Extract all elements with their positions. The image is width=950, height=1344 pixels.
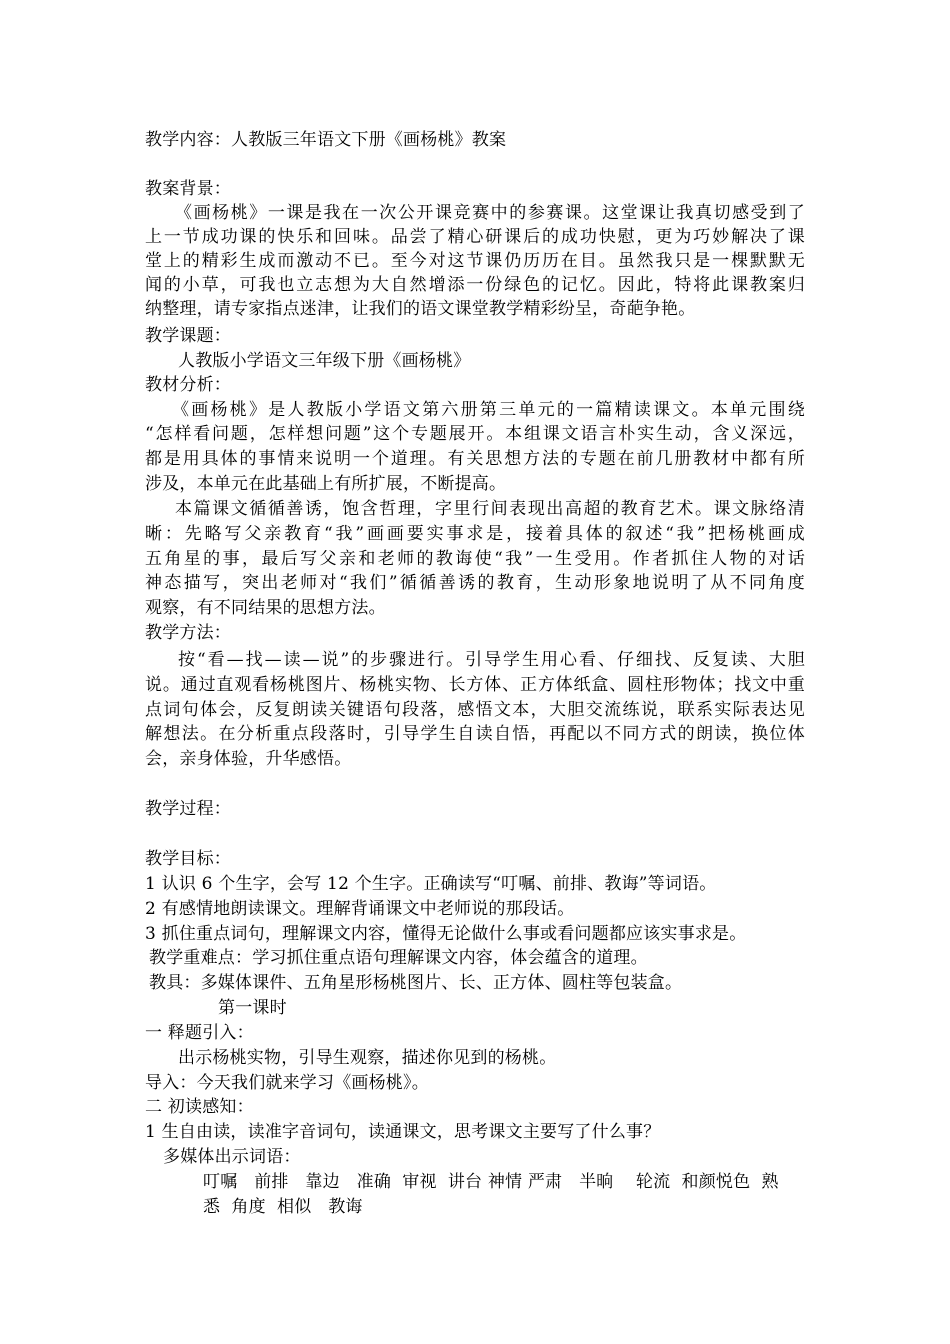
section-1-intro: 导入：今天我们就来学习《画杨桃》。 xyxy=(145,1073,429,1093)
analysis-p2-line-2: 晰：先略写父亲教育“我”画画要实事求是，接着具体的叙述“我”把杨桃画成 xyxy=(145,524,805,544)
section-2-heading: 二 初读感知： xyxy=(145,1097,254,1117)
analysis-heading: 教材分析： xyxy=(145,375,231,395)
goal-item-1: 1 认识 6 个生字，会写 12 个生字。正确读写“叮嘱、前排、教诲”等词语。 xyxy=(145,874,717,894)
method-line-4: 解想法。在分析重点段落时，引导学生自读自悟，再配以不同方式的朗读，换位体 xyxy=(145,724,805,744)
background-line-2: 上一节成功课的快乐和回味。品尝了精心研课后的成功快慰，更为巧妙解决了课 xyxy=(145,227,805,247)
analysis-p1-line-3: 都是用具体的事情来说明一个道理。有关思想方法的专题在前几册教材中都有所 xyxy=(145,449,805,469)
section-1-line: 出示杨桃实物，引导生观察，描述你见到的杨桃。 xyxy=(178,1048,557,1068)
teaching-tools: 教具：多媒体课件、五角星形杨桃图片、长、正方体、圆柱等包装盒。 xyxy=(149,973,683,993)
analysis-p2-line-4: 神态描写，突出老师对“我们”循循善诱的教育，生动形象地说明了从不同角度 xyxy=(145,573,805,593)
analysis-p2-line-3: 五角星的事，最后写父亲和老师的教诲使“我”一生受用。作者抓住人物的对话 xyxy=(145,549,805,569)
topic-heading: 教学课题： xyxy=(145,326,231,346)
vocabulary-line-2: 悉 角度 相似 教诲 xyxy=(203,1197,363,1217)
analysis-p1-line-2: “怎样看问题，怎样想问题”这个专题展开。本组课文语言朴实生动，含义深远， xyxy=(145,424,805,444)
analysis-p2-line-5: 观察，有不同结果的思想方法。 xyxy=(145,598,386,618)
doc-title: 教学内容：人教版三年语文下册《画杨桃》教案 xyxy=(145,130,507,150)
goals-heading: 教学目标： xyxy=(145,849,231,869)
method-line-3: 点词句体会，反复朗读关键语句段落，感悟文本，大胆交流练说，联系实际表达见 xyxy=(145,700,805,720)
key-difficulty: 教学重难点：学习抓住重点语句理解课文内容，体会蕴含的道理。 xyxy=(149,948,648,968)
background-line-1: 《画杨桃》一课是我在一次公开课竞赛中的参赛课。这堂课让我真切感受到了 xyxy=(175,203,805,223)
background-heading: 教案背景： xyxy=(145,179,231,199)
method-line-1: 按“看—找—读—说”的步骤进行。引导学生用心看、仔细找、反复读、大胆 xyxy=(178,650,805,670)
process-heading: 教学过程： xyxy=(145,799,231,819)
section-1-heading: 一 释题引入： xyxy=(145,1023,254,1043)
goal-item-3: 3 抓住重点词句，理解课文内容，懂得无论做什么事或看问题都应该实事求是。 xyxy=(145,924,747,944)
background-line-3: 堂上的精彩生成而激动不已。至今对这节课仍历历在目。虽然我只是一棵默默无 xyxy=(145,251,805,271)
analysis-p1-line-4: 涉及，本单元在此基础上有所扩展，不断提高。 xyxy=(145,474,507,494)
background-line-5: 纳整理，请专家指点迷津，让我们的语文课堂教学精彩纷呈，奇葩争艳。 xyxy=(145,299,696,319)
section-2-media: 多媒体出示词语： xyxy=(163,1147,301,1167)
method-line-2: 说。通过直观看杨桃图片、杨桃实物、长方体、正方体纸盒、圆柱形物体；找文中重 xyxy=(145,675,805,695)
method-line-5: 会，亲身体验，升华感悟。 xyxy=(145,749,352,769)
lesson-title: 第一课时 xyxy=(218,998,287,1018)
goal-item-2: 2 有感情地朗读课文。理解背诵课文中老师说的那段话。 xyxy=(145,899,575,919)
analysis-p2-line-1: 本篇课文循循善诱，饱含哲理，字里行间表现出高超的教育艺术。课文脉络清 xyxy=(175,499,805,519)
method-heading: 教学方法： xyxy=(145,623,231,643)
analysis-p1-line-1: 《画杨桃》是人教版小学语文第六册第三单元的一篇精读课文。本单元围绕 xyxy=(172,400,805,420)
background-line-4: 闻的小草，可我也立志想为大自然增添一份绿色的记忆。因此，特将此课教案归 xyxy=(145,275,805,295)
vocabulary-line-1: 叮嘱 前排 靠边 准确 审视 讲台 神情 严肃 半晌 轮流 和颜悦色 熟 xyxy=(203,1172,779,1192)
topic-line: 人教版小学语文三年级下册《画杨桃》 xyxy=(178,351,471,371)
section-2-item-1: 1 生自由读，读准字音词句，读通课文，思考课文主要写了什么事？ xyxy=(145,1122,661,1142)
